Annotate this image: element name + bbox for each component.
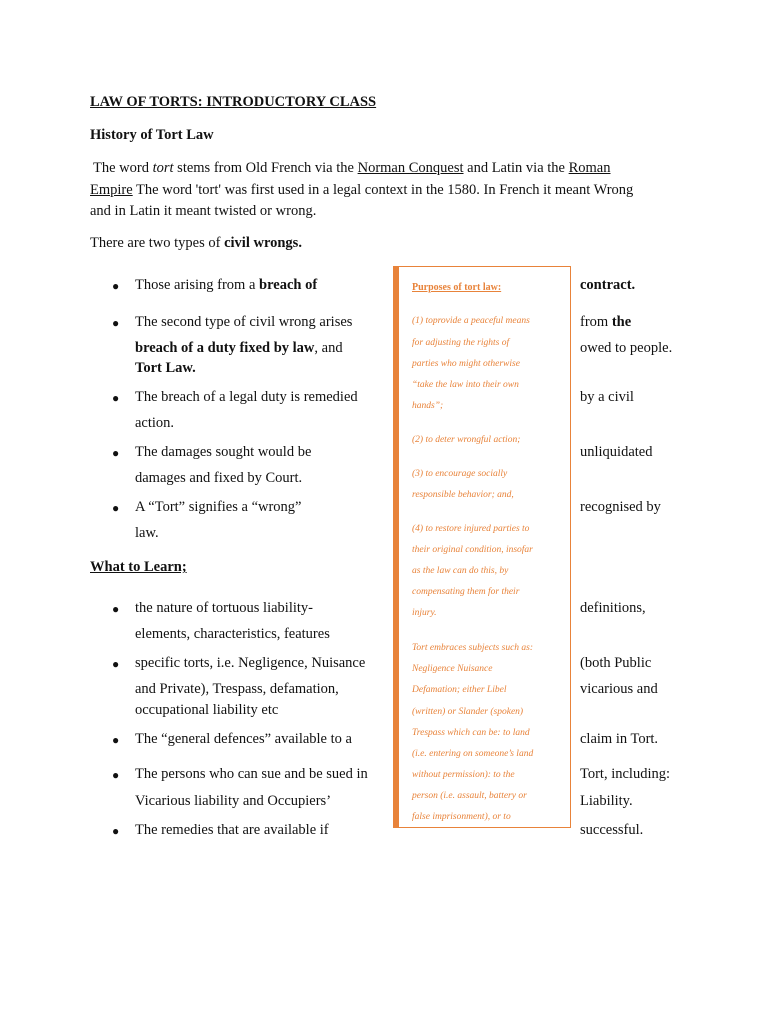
bullet-glyph: ● <box>112 316 120 330</box>
list-item-continuation: definitions, <box>580 600 646 616</box>
callout-line: without permission): to the <box>412 770 515 780</box>
text-run: The word 'tort' was first used in a legal context in the 1580. In French it meant Wrong <box>132 182 634 198</box>
list-item: The second type of civil wrong arises <box>135 314 353 330</box>
list-item-continuation: claim in Tort. <box>580 731 659 747</box>
document-title: LAW OF TORTS: INTRODUCTORY CLASS <box>90 94 377 110</box>
callout-line: (4) to restore injured parties to <box>412 524 530 534</box>
list-item-continuation: recognised by <box>580 499 661 515</box>
text-run: stems from Old French via the <box>173 160 358 176</box>
callout-line: (i.e. entering on someone’s land <box>412 749 534 759</box>
text-run: There are two types of <box>90 235 225 251</box>
list-item-continuation <box>580 314 631 331</box>
callout-line: (1) toprovide a peaceful means <box>412 316 530 326</box>
callout-line: false imprisonment), or to <box>412 812 511 822</box>
list-item: The remedies that are available if <box>135 822 329 838</box>
bullet-glyph: ● <box>112 279 120 293</box>
list-item: The “general defences” available to a <box>135 731 352 747</box>
text-run-bold: civil wrongs. <box>224 235 302 251</box>
list-item: The damages sought would be <box>135 444 312 460</box>
list-item: the nature of tortuous liability- <box>135 600 313 616</box>
list-item: The persons who can sue and be sued in <box>135 766 368 782</box>
callout-line: (written) or Slander (spoken) <box>412 707 524 717</box>
list-item-continuation: Tort, including: <box>580 766 671 782</box>
roman-empire-link-cont[interactable]: Empire <box>90 182 133 198</box>
text-run-bold: breach of a duty fixed by law <box>135 340 315 356</box>
list-item-continuation: (both Public <box>580 655 652 671</box>
callout-line: injury. <box>412 608 437 618</box>
text-run: and Latin via the <box>463 160 569 176</box>
text-run: The word <box>93 160 153 176</box>
bullet-glyph: ● <box>112 733 120 747</box>
bullet-glyph: ● <box>112 657 120 671</box>
text-run-italic: tort <box>152 160 174 176</box>
norman-conquest-link[interactable]: Norman Conquest <box>357 160 464 176</box>
bullet-glyph: ● <box>112 391 120 405</box>
callout-line: Trespass which can be: to land <box>412 728 530 738</box>
list-item: specific torts, i.e. Negligence, Nuisance <box>135 655 366 671</box>
list-item-line-2: damages and fixed by Court. <box>135 470 303 486</box>
bullet-glyph: ● <box>112 824 120 838</box>
list-item-line-3: Tort Law. <box>135 360 196 376</box>
roman-empire-link[interactable]: Roman <box>568 160 611 176</box>
list-item: A “Tort” signifies a “wrong” <box>135 499 302 515</box>
callout-line: responsible behavior; and, <box>412 490 514 500</box>
callout-line: compensating them for their <box>412 587 520 597</box>
list-item-line-2: and Private), Trespass, defamation, <box>135 681 339 697</box>
list-item-continuation: unliquidated <box>580 444 653 460</box>
bullet-glyph: ● <box>112 768 120 782</box>
callout-line: as the law can do this, by <box>412 566 509 576</box>
text-run: from <box>580 314 612 330</box>
callout-line: person (i.e. assault, battery or <box>412 791 527 801</box>
callout-line: parties who might otherwise <box>412 359 520 369</box>
list-item-continuation: contract. <box>580 277 636 293</box>
list-item-continuation: Liability. <box>580 793 633 809</box>
bullet-glyph: ● <box>112 446 120 460</box>
callout-line: “take the law into their own <box>412 380 519 390</box>
list-item-continuation: vicarious and <box>580 681 658 697</box>
list-item: The breach of a legal duty is remedied <box>135 389 358 405</box>
callout-line: Tort embraces subjects such as: <box>412 643 534 653</box>
list-item-text: Those arising from a <box>135 277 260 293</box>
callout-line: Defamation; either Libel <box>412 685 507 695</box>
list-item-line-2: action. <box>135 415 175 431</box>
bullet-glyph: ● <box>112 501 120 515</box>
list-item-line-2: elements, characteristics, features <box>135 626 330 642</box>
list-item-continuation: by a civil <box>580 389 634 405</box>
history-heading: History of Tort Law <box>90 127 214 143</box>
purposes-callout-box <box>393 266 571 828</box>
text-run-bold: the <box>611 314 632 330</box>
list-item-line-3: occupational liability etc <box>135 702 279 718</box>
callout-line: hands”; <box>412 401 444 411</box>
callout-line: (2) to deter wrongful action; <box>412 435 521 445</box>
list-item <box>135 277 317 294</box>
bullet-glyph: ● <box>112 602 120 616</box>
what-to-learn-heading: What to Learn; <box>90 559 187 575</box>
list-item-line-2: law. <box>135 525 159 541</box>
callout-line: for adjusting the rights of <box>412 338 510 348</box>
two-types-sentence <box>90 235 302 252</box>
list-item-continuation: owed to people. <box>580 340 673 356</box>
text-run: , and <box>314 340 343 356</box>
callout-title: Purposes of tort law: <box>412 282 502 293</box>
callout-line: their original condition, insofar <box>412 545 533 555</box>
callout-line: (3) to encourage socially <box>412 469 508 479</box>
list-item-line-2: Vicarious liability and Occupiers’ <box>135 793 332 809</box>
history-paragraph-line-2 <box>90 182 633 199</box>
callout-line: Negligence Nuisance <box>412 664 493 674</box>
list-item-line-2 <box>135 340 343 357</box>
list-item-continuation: successful. <box>580 822 644 838</box>
list-item-text-bold: breach of <box>259 277 318 293</box>
history-paragraph-line-1 <box>93 160 611 177</box>
history-paragraph-line-3: and in Latin it meant twisted or wrong. <box>90 203 317 219</box>
